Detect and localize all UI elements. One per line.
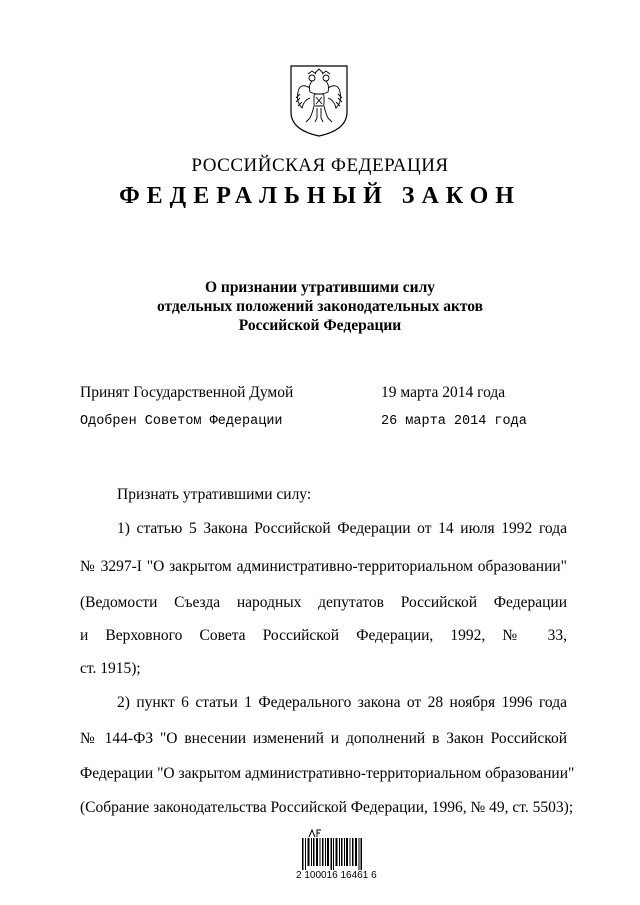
- duma-adoption-label: Принят Государственной Думой: [80, 384, 294, 401]
- barcode-number: 2 100016 16461 6: [296, 870, 377, 881]
- item-2-line: (Собрание законодательства Российской Федерации, 1996, № 49, ст. 5503);: [80, 799, 574, 816]
- barcode-icon: [302, 838, 362, 870]
- duma-adoption-row: [80, 384, 560, 404]
- item-1-line: (Ведомости Съезда народных депутатов Российской Федерации: [80, 594, 567, 611]
- barcode-symbol-icon: [308, 828, 324, 838]
- document-type-heading: ФЕДЕРАЛЬНЫЙ ЗАКОН: [119, 183, 521, 209]
- coat-of-arms-emblem-icon: [288, 64, 350, 138]
- law-title-line: Российской Федерации: [238, 317, 402, 334]
- body-intro: Признать утратившими силу:: [117, 486, 312, 503]
- duma-adoption-date: 19 марта 2014 года: [381, 384, 506, 401]
- item-2-line: № 144-ФЗ "О внесении изменений и дополнений в Закон Российской: [80, 730, 567, 747]
- law-title-line: О признании утратившими силу: [204, 279, 436, 296]
- item-1-line: 1) статью 5 Закона Российской Федерации от 14 июля 1992 года: [117, 520, 567, 537]
- law-title: [0, 278, 640, 335]
- item-2-line: Федерации "О закрытом административно-территориальном образовании": [80, 765, 575, 782]
- item-2-line: 2) пункт 6 статьи 1 Федерального закона от 28 ноября 1996 года: [117, 694, 567, 711]
- country-heading: РОССИЙСКАЯ ФЕДЕРАЦИЯ: [191, 155, 449, 176]
- law-title-line: отдельных положений законодательных актов: [156, 298, 484, 315]
- council-approval-label: Одобрен Советом Федерации: [80, 414, 283, 429]
- item-1-line: ст. 1915);: [80, 660, 141, 677]
- item-1-line: и Верховного Совета Российской Федерации, 1992, № 33,: [80, 627, 567, 644]
- council-approval-row: [80, 414, 560, 434]
- council-approval-date: 26 марта 2014 года: [381, 414, 527, 429]
- item-1-line: № 3297-I "О закрытом административно-территориальном образовании": [80, 558, 567, 575]
